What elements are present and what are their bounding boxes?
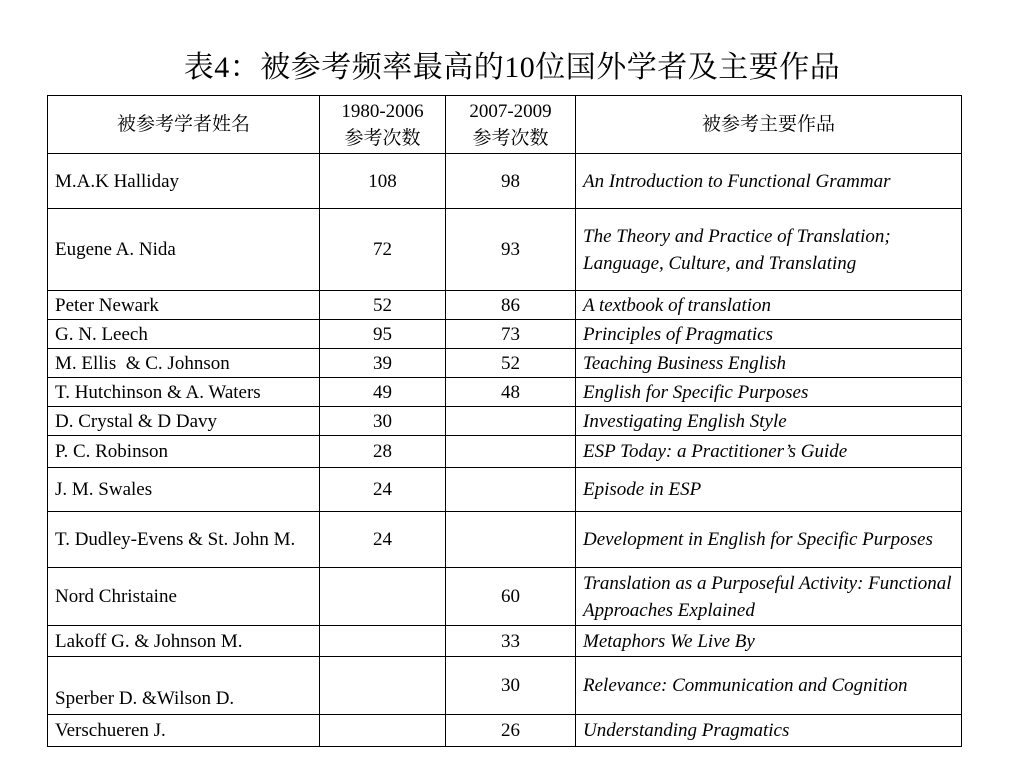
- table-row: [48, 715, 962, 747]
- table-row: [48, 468, 962, 512]
- count-1980-2006: [320, 568, 446, 626]
- page-title: 表4：被参考频率最高的10位国外学者及主要作品: [183, 51, 841, 84]
- count-1980-2006: 39: [320, 349, 446, 378]
- author-name: Sperber D. &Wilson D.: [48, 657, 320, 715]
- table-row: [48, 291, 962, 320]
- count-2007-2009: 48: [446, 378, 576, 407]
- count-2007-2009: 30: [446, 657, 576, 715]
- header-period-a: [320, 96, 446, 154]
- count-2007-2009: 93: [446, 209, 576, 291]
- work-title: A textbook of translation: [576, 291, 962, 320]
- header-works: 被参考主要作品: [576, 96, 962, 154]
- header-period-a-label: 参考次数: [344, 127, 421, 149]
- work-title: The Theory and Practice of Translation; Language, Culture, and Translating: [576, 209, 962, 291]
- count-1980-2006: 30: [320, 407, 446, 436]
- count-2007-2009: [446, 512, 576, 568]
- author-name: J. M. Swales: [48, 468, 320, 512]
- author-name: D. Crystal & D Davy: [48, 407, 320, 436]
- author-name: T. Hutchinson & A. Waters: [48, 378, 320, 407]
- work-title: Translation as a Purposeful Activity: Functional Approaches Explained: [576, 568, 962, 626]
- author-name: Nord Christaine: [48, 568, 320, 626]
- count-2007-2009: [446, 436, 576, 468]
- header-period-b-years: 2007-2009: [469, 100, 552, 122]
- count-1980-2006: 52: [320, 291, 446, 320]
- table-row: [48, 154, 962, 209]
- work-title: An Introduction to Functional Grammar: [576, 154, 962, 209]
- table-row: [48, 657, 962, 715]
- table-row: [48, 378, 962, 407]
- table-row: [48, 436, 962, 468]
- author-name: G. N. Leech: [48, 320, 320, 349]
- author-name: M.A.K Halliday: [48, 154, 320, 209]
- work-title: Investigating English Style: [576, 407, 962, 436]
- count-2007-2009: [446, 468, 576, 512]
- work-title: Metaphors We Live By: [576, 626, 962, 657]
- work-title: Understanding Pragmatics: [576, 715, 962, 747]
- count-1980-2006: 24: [320, 512, 446, 568]
- header-name: 被参考学者姓名: [48, 96, 320, 154]
- count-2007-2009: 73: [446, 320, 576, 349]
- count-1980-2006: [320, 657, 446, 715]
- work-title: Teaching Business English: [576, 349, 962, 378]
- table-row: [48, 209, 962, 291]
- count-1980-2006: 108: [320, 154, 446, 209]
- count-2007-2009: 33: [446, 626, 576, 657]
- table-row: [48, 626, 962, 657]
- count-1980-2006: 49: [320, 378, 446, 407]
- work-title: Principles of Pragmatics: [576, 320, 962, 349]
- count-2007-2009: 86: [446, 291, 576, 320]
- header-period-b: [446, 96, 576, 154]
- count-1980-2006: 95: [320, 320, 446, 349]
- references-table: [47, 95, 962, 747]
- author-name: Peter Newark: [48, 291, 320, 320]
- count-1980-2006: 24: [320, 468, 446, 512]
- work-title: Relevance: Communication and Cognition: [576, 657, 962, 715]
- table-row: [48, 320, 962, 349]
- count-1980-2006: [320, 715, 446, 747]
- author-name: P. C. Robinson: [48, 436, 320, 468]
- header-row: [48, 96, 962, 154]
- author-name: T. Dudley-Evens & St. John M.: [48, 512, 320, 568]
- author-name: Lakoff G. & Johnson M.: [48, 626, 320, 657]
- work-title: Episode in ESP: [576, 468, 962, 512]
- work-title: English for Specific Purposes: [576, 378, 962, 407]
- table-row: [48, 349, 962, 378]
- count-2007-2009: 60: [446, 568, 576, 626]
- header-period-b-label: 参考次数: [472, 127, 549, 149]
- count-2007-2009: 98: [446, 154, 576, 209]
- count-2007-2009: 26: [446, 715, 576, 747]
- count-1980-2006: 72: [320, 209, 446, 291]
- header-period-a-years: 1980-2006: [341, 100, 424, 122]
- count-2007-2009: [446, 407, 576, 436]
- table-row: [48, 512, 962, 568]
- author-name: Verschueren J.: [48, 715, 320, 747]
- count-2007-2009: 52: [446, 349, 576, 378]
- table-row: [48, 568, 962, 626]
- table-row: [48, 407, 962, 436]
- count-1980-2006: 28: [320, 436, 446, 468]
- author-name: Eugene A. Nida: [48, 209, 320, 291]
- author-name: M. Ellis & C. Johnson: [48, 349, 320, 378]
- work-title: Development in English for Specific Purposes: [576, 512, 962, 568]
- work-title: ESP Today: a Practitioner’s Guide: [576, 436, 962, 468]
- count-1980-2006: [320, 626, 446, 657]
